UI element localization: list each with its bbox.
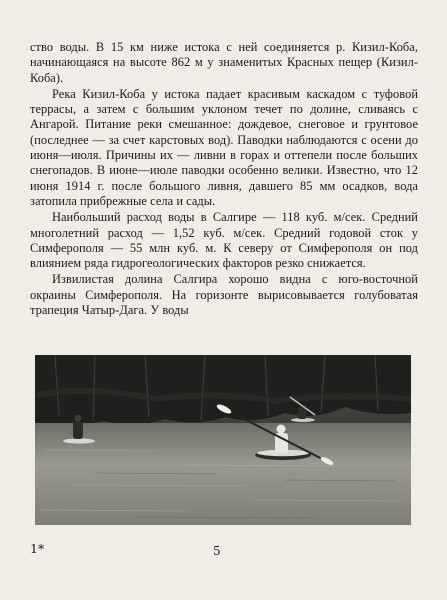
page-body-text bbox=[30, 40, 418, 318]
paragraph-4: Извилистая долина Салгира хорошо видна с юго-восточной окраины Симферополя. На горизонте вырисовывается голубоватая трапеция Чатыр-Дага. У воды bbox=[30, 272, 418, 318]
river-kayaks-photo bbox=[35, 355, 411, 525]
paragraph-2: Река Кизил-Коба у истока падает красивым каскадом с туфовой террасы, а затем с большим уклоном течет по долине, сливаясь с Ангарой. Питание реки смешанное: дождевое, снеговое и грунтовое (последнее — за счет карстовых вод). Паводки наблюдаются с осени до июня—июля. Причины их — ливни в горах и оттепели после больших снегопадов. В июне—июле паводки особенно велики. Известно, что 12 июня 1914 г. после большого ливня, давшего 85 мм осадков, вода затопила прибрежные села и сады. bbox=[30, 86, 418, 208]
signature-mark: 1* bbox=[30, 541, 45, 556]
paragraph-1: ство воды. В 15 км ниже истока с ней соединяется р. Кизил-Коба, начинающаяся на высоте 862 м у знаменитых Красных пещер (Кизил-Коба). bbox=[30, 40, 418, 85]
page-number: 5 bbox=[213, 544, 221, 558]
paragraph-3: Наибольший расход воды в Салгире — 118 куб. м/сек. Средний многолетний расход — 1,52 куб. м/сек. Средний годовой сток у Симферополя — 55 млн куб. м. К северу от Симферополя он под влиянием ряда гидрогеологических факторов резко снижается. bbox=[30, 210, 418, 271]
